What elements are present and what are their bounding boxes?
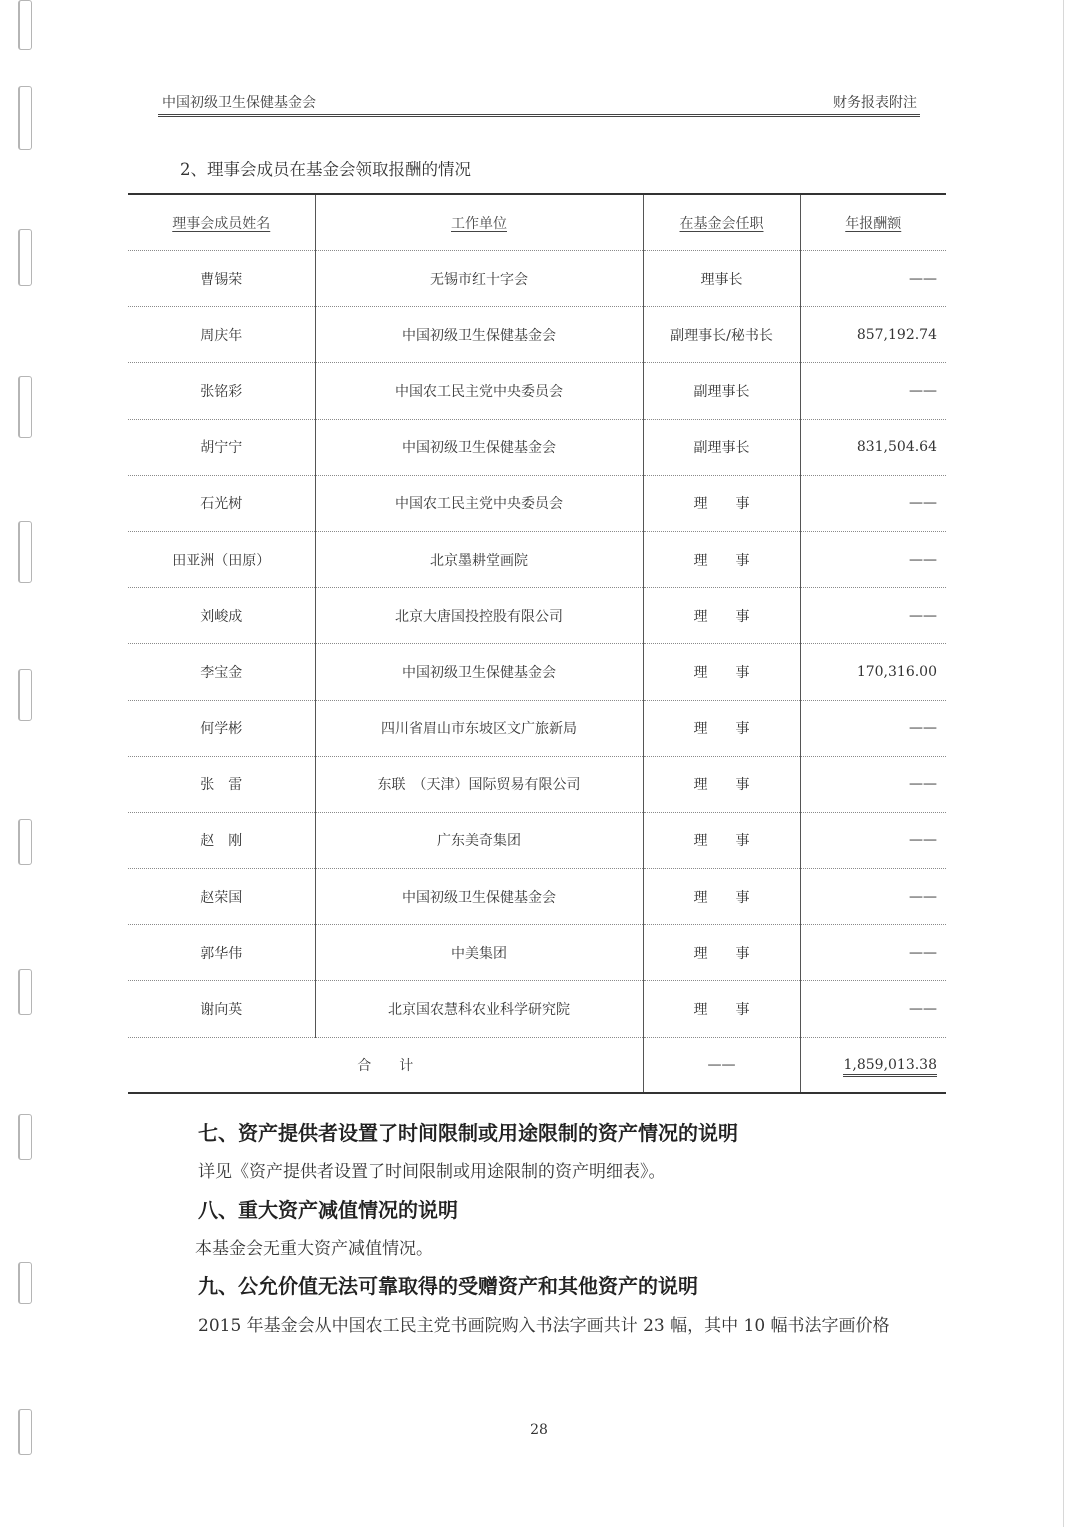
section-nine-heading: 九、公允价值无法可靠取得的受赠资产和其他资产的说明 (198, 1274, 698, 1298)
work-unit-cell: 北京大唐国投控股有限公司 (315, 588, 643, 644)
work-unit-cell: 东联 （天津）国际贸易有限公司 (315, 756, 643, 812)
table-total-row (128, 1037, 946, 1093)
section-nine-body: 2015 年基金会从中国农工民主党书画院购入书法字画共计 23 幅，其中 10 幅书法字画价格 (198, 1316, 890, 1336)
page-edge-line (1063, 0, 1064, 1527)
member-name-cell: 石光树 (128, 475, 315, 531)
total-pay-cell (800, 1037, 946, 1093)
member-name-cell: 何学彬 (128, 700, 315, 756)
member-name-cell: 田亚洲（田原） (128, 531, 315, 587)
member-name-cell: 张 雷 (128, 756, 315, 812)
section-seven-body: 详见《资产提供者设置了时间限制或用途限制的资产明细表》。 (198, 1162, 666, 1182)
position-cell: 理事长 (643, 251, 800, 307)
column-header-salary (800, 194, 946, 251)
member-name-cell: 李宝金 (128, 644, 315, 700)
binding-hole-mark (18, 669, 32, 721)
table-row (128, 588, 946, 644)
total-pay-amount: 1,859,013.38 (843, 1057, 937, 1077)
position-cell: 副理事长 (643, 363, 800, 419)
position-cell: 理 事 (643, 812, 800, 868)
section-eight-body: 本基金会无重大资产减值情况。 (195, 1239, 433, 1259)
table-row (128, 812, 946, 868)
member-name-cell: 赵荣国 (128, 869, 315, 925)
binding-hole-mark (18, 1114, 32, 1160)
work-unit-cell: 广东美奇集团 (315, 812, 643, 868)
table-row (128, 363, 946, 419)
table-row (128, 981, 946, 1037)
annual-pay-cell: 170,316.00 (800, 644, 946, 700)
work-unit-cell: 中国农工民主党中央委员会 (315, 363, 643, 419)
annual-pay-cell: —— (800, 869, 946, 925)
position-cell: 理 事 (643, 588, 800, 644)
annual-pay-cell: 831,504.64 (800, 419, 946, 475)
table-row (128, 475, 946, 531)
binding-hole-mark (18, 86, 32, 150)
work-unit-cell: 无锡市红十字会 (315, 251, 643, 307)
table-row (128, 307, 946, 363)
binding-hole-mark (18, 969, 32, 1015)
table-row (128, 531, 946, 587)
member-name-cell: 谢向英 (128, 981, 315, 1037)
position-cell: 理 事 (643, 869, 800, 925)
annual-pay-cell: —— (800, 251, 946, 307)
annual-pay-cell: 857,192.74 (800, 307, 946, 363)
member-name-cell: 曹锡荣 (128, 251, 315, 307)
binding-hole-mark (18, 521, 32, 583)
annual-pay-cell: —— (800, 475, 946, 531)
member-name-cell: 周庆年 (128, 307, 315, 363)
binding-hole-mark (18, 819, 32, 865)
work-unit-cell: 中美集团 (315, 925, 643, 981)
annual-pay-cell: —— (800, 531, 946, 587)
work-unit-cell: 北京国农慧科农业科学研究院 (315, 981, 643, 1037)
position-cell: 副理事长/秘书长 (643, 307, 800, 363)
column-header-label: 工作单位 (451, 215, 507, 232)
table-row (128, 756, 946, 812)
member-name-cell: 张铭彩 (128, 363, 315, 419)
header-rule (158, 114, 920, 117)
work-unit-cell: 中国初级卫生保健基金会 (315, 307, 643, 363)
section-seven-heading: 七、资产提供者设置了时间限制或用途限制的资产情况的说明 (198, 1121, 738, 1145)
annual-pay-cell: —— (800, 981, 946, 1037)
header-organization: 中国初级卫生保健基金会 (162, 95, 316, 111)
position-cell: 理 事 (643, 925, 800, 981)
column-header-position (643, 194, 800, 251)
position-cell: 理 事 (643, 700, 800, 756)
annual-pay-cell: —— (800, 756, 946, 812)
work-unit-cell: 中国初级卫生保健基金会 (315, 644, 643, 700)
member-name-cell: 郭华伟 (128, 925, 315, 981)
member-name-cell: 胡宁宁 (128, 419, 315, 475)
annual-pay-cell: —— (800, 363, 946, 419)
work-unit-cell: 中国初级卫生保健基金会 (315, 419, 643, 475)
table-header-row (128, 194, 946, 251)
work-unit-cell: 中国农工民主党中央委员会 (315, 475, 643, 531)
table-row (128, 419, 946, 475)
table-row (128, 700, 946, 756)
binding-hole-mark (18, 229, 32, 286)
annual-pay-cell: —— (800, 812, 946, 868)
table-title: 2、理事会成员在基金会领取报酬的情况 (180, 160, 471, 179)
position-cell: 理 事 (643, 531, 800, 587)
header-report-section: 财务报表附注 (833, 95, 917, 111)
position-cell: 副理事长 (643, 419, 800, 475)
annual-pay-cell: —— (800, 588, 946, 644)
binding-hole-mark (18, 376, 32, 438)
page-number: 28 (530, 1422, 548, 1438)
table-row (128, 644, 946, 700)
position-cell: 理 事 (643, 644, 800, 700)
board-remuneration-table (128, 193, 946, 1094)
total-label-cell: 合 计 (128, 1037, 643, 1093)
column-header-name (128, 194, 315, 251)
binding-hole-mark (18, 1262, 32, 1304)
total-position-cell: —— (643, 1037, 800, 1093)
table-row (128, 925, 946, 981)
table-row (128, 869, 946, 925)
column-header-label: 在基金会任职 (679, 215, 764, 232)
column-header-label: 理事会成员姓名 (172, 215, 271, 232)
binding-hole-mark (18, 0, 32, 50)
work-unit-cell: 中国初级卫生保健基金会 (315, 869, 643, 925)
member-name-cell: 刘峻成 (128, 588, 315, 644)
position-cell: 理 事 (643, 981, 800, 1037)
column-header-unit (315, 194, 643, 251)
column-header-label: 年报酬额 (845, 215, 902, 232)
annual-pay-cell: —— (800, 925, 946, 981)
binding-hole-mark (18, 1409, 32, 1455)
section-eight-heading: 八、重大资产减值情况的说明 (198, 1198, 458, 1222)
position-cell: 理 事 (643, 756, 800, 812)
member-name-cell: 赵 刚 (128, 812, 315, 868)
table-row (128, 251, 946, 307)
position-cell: 理 事 (643, 475, 800, 531)
annual-pay-cell: —— (800, 700, 946, 756)
work-unit-cell: 北京墨耕堂画院 (315, 531, 643, 587)
work-unit-cell: 四川省眉山市东坡区文广旅新局 (315, 700, 643, 756)
